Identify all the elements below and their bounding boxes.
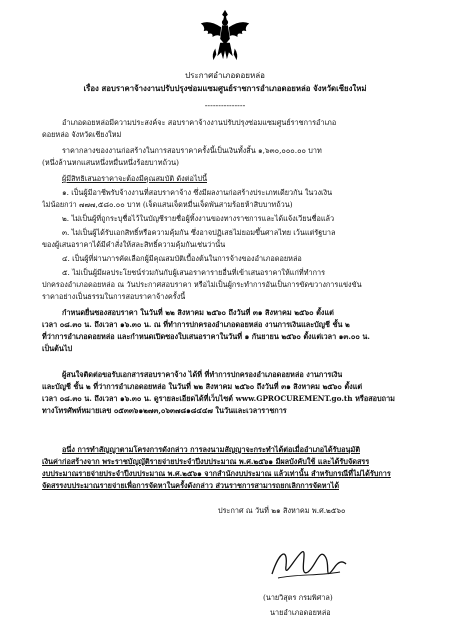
qualification-1-line-2: ไม่น้อยกว่า ๗๗๗,๕๘๐.๐๐ บาท (เจ็ดแสนเจ็ดหมื่นเจ็ดพันสามร้อยห้าสิบบาทถ้วน): [42, 200, 293, 209]
announcement-date: ประกาศ ณ วันที่ ๒๑ สิงหาคม พ.ศ.๒๕๖๐: [218, 506, 346, 515]
qualification-5-line-2: ปกครองอำเภอดอยหล่อ ณ วันประกาศสอบราคา หรือไม่เป็นผู้กระทำการอันเป็นการขัดขวางการแข่งขัน: [42, 280, 362, 289]
submission-line-3: ที่ว่าการอำเภอดอยหล่อ และกำหนดเปิดซองใบเสนอราคาในวันที่ ๑ กันยายน ๒๕๖๐ ตั้งแต่เวลา ๑๓.๐๐ น.: [42, 332, 370, 341]
signer-name: (นายวิสุตร กรมพิศาล): [263, 593, 333, 602]
note-line-1: อนึ่ง การทำสัญญาตามโครงการดังกล่าว การลงนามสัญญาจะกระทำได้ต่อเมื่ออำเภอได้รับอนุมัติ: [62, 445, 361, 454]
qualification-5-line-3: ราคาอย่างเป็นธรรมในการสอบราคาจ้างครั้งนี้: [42, 292, 186, 301]
qualification-5-line-1: ๕. ไม่เป็นผู้มีผลประโยชน์ร่วมกันกับผู้เสนอราคารายอื่นที่เข้าเสนอราคาให้แก่ที่ทำการ: [62, 268, 326, 277]
agency-title: ประกาศอำเภอดอยหล่อ: [185, 71, 265, 80]
submission-line-1: กำหนดยื่นซองสอบราคา ในวันที่ ๒๒ สิงหาคม ๒๕๖๐ ถึงวันที่ ๓๑ สิงหาคม ๒๕๖๐ ตั้งแต่: [62, 308, 334, 317]
garuda-emblem-icon: [196, 6, 254, 64]
paragraph-price-line-1: ราคากลางของงานก่อสร้างในการสอบราคาครั้งนี้เป็นเงินทั้งสิ้น ๑,๖๓๐,๐๐๐.๐๐ บาท: [62, 146, 322, 155]
divider: ---------------: [204, 101, 246, 110]
submission-line-2: เวลา ๐๘.๓๐ น. ถึงเวลา ๑๖.๓๐ น. ณ ที่ทำการปกครองอำเภอดอยหล่อ งานการเงินและบัญชี ชั้น ๒: [42, 320, 350, 329]
qualification-1-line-1: ๑. เป็นผู้มีอาชีพรับจ้างงานที่สอบราคาจ้าง ซึ่งมีผลงานก่อสร้างประเภทเดียวกัน ในวงเงิน: [62, 188, 333, 197]
signer-position: นายอำเภอดอยหล่อ: [270, 608, 331, 617]
contact-line-1: ผู้สนใจติดต่อขอรับเอกสารสอบราคาจ้าง ได้ที่ ที่ทำการปกครองอำเภอดอยหล่อ งานการเงิน: [62, 370, 343, 379]
qualification-3-line-1: ๓. ไม่เป็นผู้ได้รับเอกสิทธิ์หรือความคุ้มกัน ซึ่งอาจปฏิเสธไม่ยอมขึ้นศาลไทย เว้นแต่รัฐบาล: [62, 228, 336, 237]
qualification-heading: ผู้มีสิทธิเสนอราคาจะต้องมีคุณสมบัติ ดังต่อไปนี้: [62, 174, 208, 183]
qualification-4: ๔. เป็นผู้ที่ผ่านการคัดเลือกผู้มีคุณสมบัติเบื้องต้นในการจ้างของอำเภอดอยหล่อ: [62, 254, 302, 263]
note-line-2: เงินค่าก่อสร้างจาก พระราชบัญญัติรายจ่ายประจำปีงบประมาณ พ.ศ.๒๕๖๑ มีผลบังคับใช้ และได้รับจัดสรร: [42, 457, 370, 466]
subject-line: เรื่อง สอบราคาจ้างงานปรับปรุงซ่อมแซมศูนย์ราชการอำเภอดอยหล่อ จังหวัดเชียงใหม่: [83, 84, 367, 93]
contact-line-3: เวลา ๐๘.๓๐ น. ถึงเวลา ๑๖.๓๐ น. ดูรายละเอียดได้ที่เว็บไซต์ www.GPROCUREMENT.go.th หรือสอบถาม: [42, 394, 395, 403]
note-line-4: จัดสรรงบประมาณรายจ่ายเพื่อการจัดหาในครั้งดังกล่าว ส่วนราชการสามารถยกเลิกการจัดหาได้: [42, 481, 340, 490]
signature-icon: [268, 538, 348, 588]
contact-line-2: และบัญชี ชั้น ๒ ที่ว่าการอำเภอดอยหล่อ ในวันที่ ๒๒ สิงหาคม ๒๕๖๐ ถึงวันที่ ๓๑ สิงหาคม ๒๕๖๐ ตั้งแต่: [42, 382, 363, 391]
paragraph-price-line-2: (หนึ่งล้านหกแสนหนึ่งหมื่นหนึ่งร้อยบาทถ้วน): [42, 158, 179, 167]
qualification-2: ๒. ไม่เป็นผู้ที่ถูกระบุชื่อไว้ในบัญชีรายชื่อผู้ทิ้งงานของทางราชการและได้แจ้งเวียนชื่อแล้ว: [62, 214, 335, 223]
qualification-3-line-2: ของผู้เสนอราคาได้มีคำสั่งให้สละสิทธิ์ความคุ้มกันเช่นว่านั้น: [42, 240, 226, 249]
contact-line-4: ทางโทรศัพท์หมายเลข ๐๕๓๓๖๑๒๗๓,๐๖๓๗๘๑๘๔๔๗ ในวันและเวลาราชการ: [42, 406, 287, 415]
paragraph-intro-line-2: ดอยหล่อ จังหวัดเชียงใหม่: [42, 130, 122, 139]
paragraph-intro-line-1: อำเภอดอยหล่อมีความประสงค์จะ สอบราคาจ้างงานปรับปรุงซ่อมแซมศูนย์ราชการอำเภอ: [62, 118, 337, 127]
submission-line-4: เป็นต้นไป: [42, 344, 73, 353]
note-line-3: งบประมาณรายจ่ายประจำปีงบประมาณ พ.ศ.๒๕๖๑ จากสำนักงบประมาณ แล้วเท่านั้น สำหรับกรณีที่ไม่ได้รับการ: [42, 469, 391, 478]
